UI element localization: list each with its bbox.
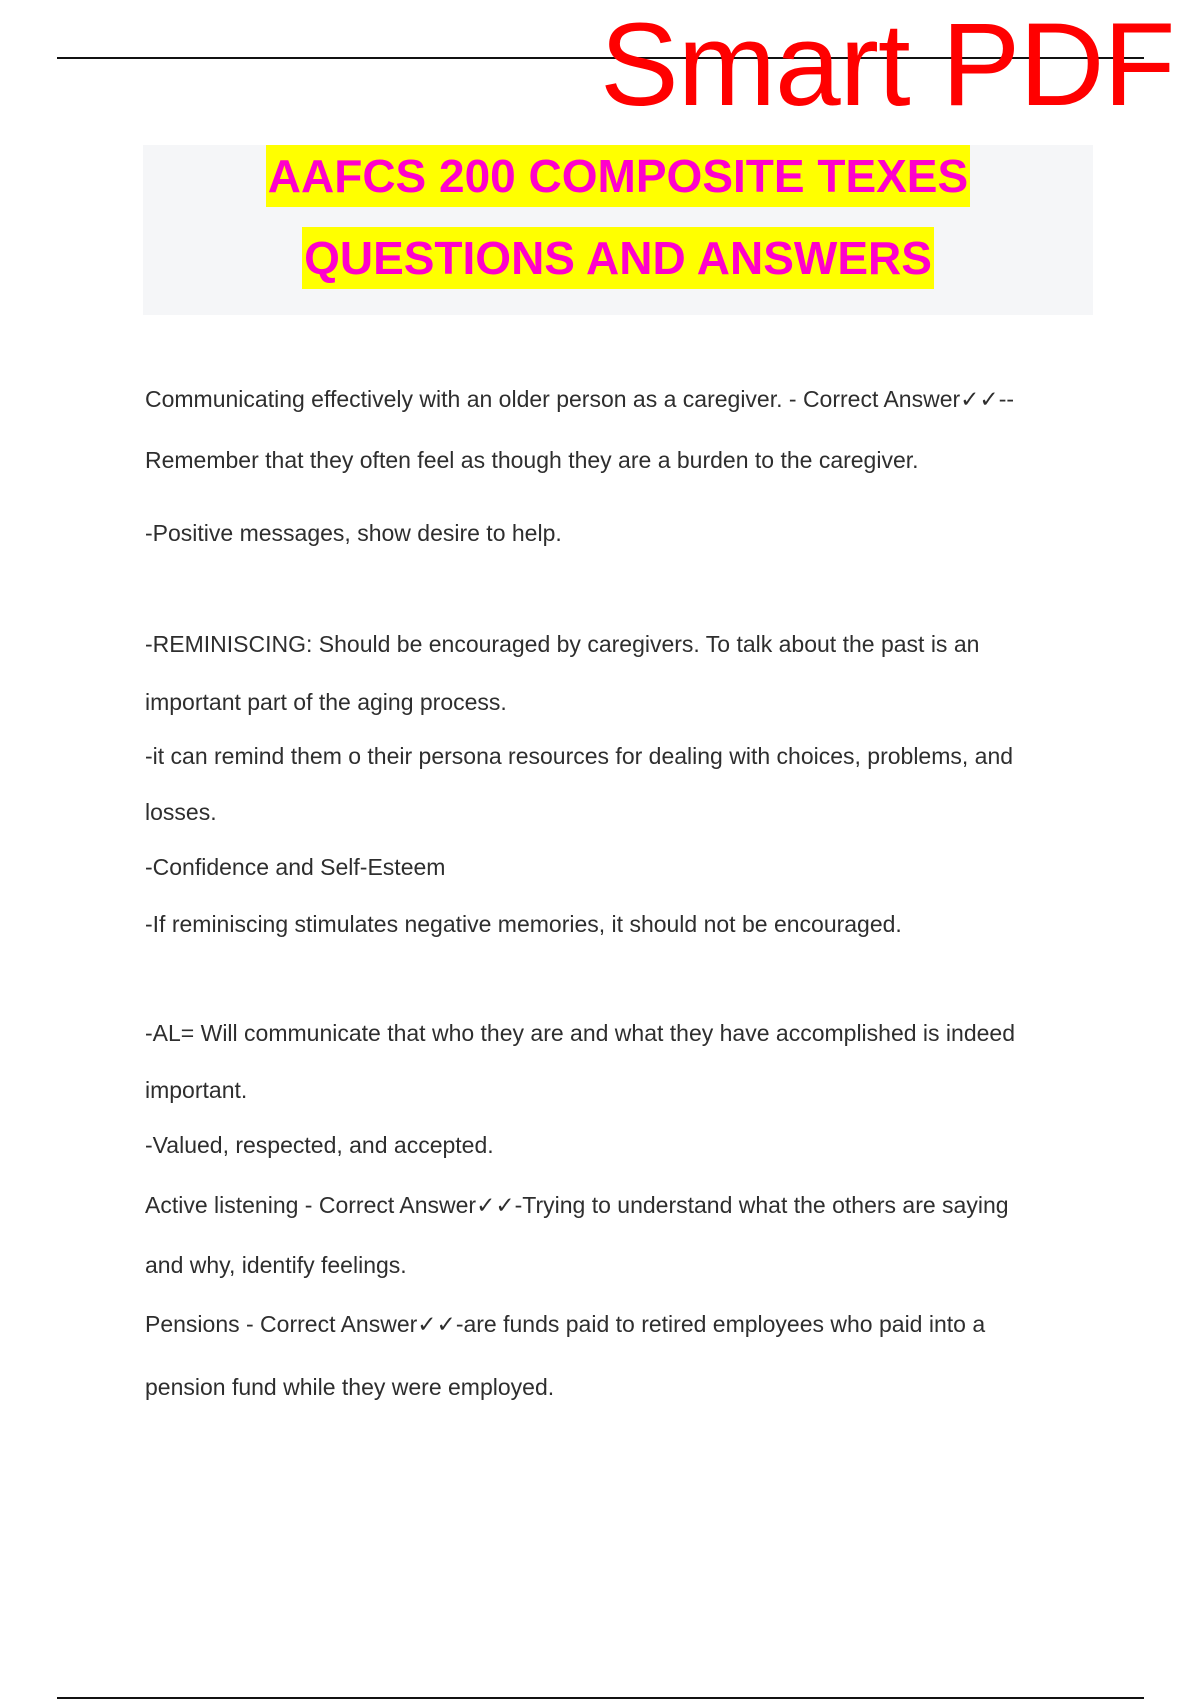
title-line-2 bbox=[143, 232, 1093, 284]
body-line: important part of the aging process. bbox=[145, 689, 507, 715]
body-line: -Confidence and Self-Esteem bbox=[145, 854, 446, 880]
title-line-1 bbox=[143, 150, 1093, 202]
body-line: -Positive messages, show desire to help. bbox=[145, 520, 562, 546]
body-line: important. bbox=[145, 1077, 248, 1103]
smart-pdf-watermark: Smart PDF bbox=[600, 0, 1175, 131]
body-line: Communicating effectively with an older person as a caregiver. - Correct Answer✓✓-- bbox=[145, 386, 1015, 412]
body-line: -REMINISCING: Should be encouraged by caregivers. To talk about the past is an bbox=[145, 631, 980, 657]
body-line: Pensions - Correct Answer✓✓-are funds paid to retired employees who paid into a bbox=[145, 1311, 986, 1337]
body-line: -it can remind them o their persona resources for dealing with choices, problems, and bbox=[145, 743, 1014, 769]
body-line: -AL= Will communicate that who they are and what they have accomplished is indeed bbox=[145, 1020, 1015, 1046]
title-line-1-text: AAFCS 200 COMPOSITE TEXES bbox=[266, 145, 970, 207]
body-line: pension fund while they were employed. bbox=[145, 1374, 555, 1400]
title-box bbox=[143, 145, 1093, 315]
body-line: and why, identify feelings. bbox=[145, 1252, 407, 1278]
body-line: -Valued, respected, and accepted. bbox=[145, 1132, 494, 1158]
title-line-2-text: QUESTIONS AND ANSWERS bbox=[302, 227, 934, 289]
body-line: Remember that they often feel as though they are a burden to the caregiver. bbox=[145, 447, 919, 473]
body-line: losses. bbox=[145, 799, 217, 825]
bottom-rule bbox=[57, 1697, 1144, 1699]
body-line: Active listening - Correct Answer✓✓-Trying to understand what the others are saying bbox=[145, 1192, 1009, 1218]
body-line: -If reminiscing stimulates negative memories, it should not be encouraged. bbox=[145, 911, 902, 937]
